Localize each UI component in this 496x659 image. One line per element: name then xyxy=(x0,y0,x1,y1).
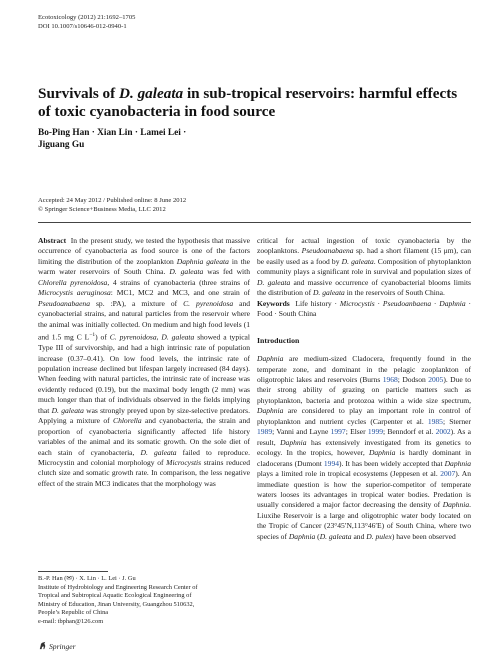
abstract xyxy=(38,236,250,489)
species-name: D. galeata xyxy=(51,405,84,415)
abstract-text: in the warm water reservoirs of South China. xyxy=(38,256,250,277)
copyright-line: © Springer Science+Business Media, LLC 2012 xyxy=(38,205,166,213)
species-name: Microcystis aeruginosa xyxy=(38,288,111,298)
abstract-text: . Composition of phytoplankton community plays a significant role in survival and population sizes of xyxy=(257,256,471,277)
abstract-text: and cyanobacterial strains, and natural particles from the reservoir where the animal was initially collected. On medium and high food levels (1 and 1.5 mg C L xyxy=(38,298,250,342)
abstract-text: , xyxy=(156,332,162,342)
body-text: is hardly dominant in cladocerans (Dumont xyxy=(257,448,471,468)
abstract-text: was fed with xyxy=(203,267,250,277)
accepted-line: Accepted: 24 May 2012 / Published online: 8 June 2012 xyxy=(38,197,187,204)
body-text: . Liuxihe Reservoir is a large and oligotrophic water body located on the Tropic of Cancer (23°45′N,113°46′E) of South China, where two species of xyxy=(257,500,471,541)
species-name: C. pyrenoidosa xyxy=(109,332,157,342)
keyword: Microcystis xyxy=(339,298,375,308)
species-name: Daphnia xyxy=(368,448,396,458)
keyword: Pseudoanbaena xyxy=(382,298,432,308)
abstract-text: failed to reproduce. Microcystin and colonial morphology of xyxy=(38,447,250,468)
title-part2: in sub-tropical reservoirs: harmful effects of toxic cyanobacteria in food source xyxy=(38,85,458,120)
citation-link[interactable]: 1994 xyxy=(323,458,339,468)
species-name: D. galeata xyxy=(341,256,374,266)
species-name: Microcystis xyxy=(166,458,202,468)
introduction-paragraph xyxy=(257,354,471,542)
springer-horse-icon xyxy=(38,641,47,650)
species-name: C. pyrenoidosa xyxy=(183,298,234,308)
keywords-label: Keywords xyxy=(257,298,290,308)
title-species: D. galeata xyxy=(119,85,184,102)
species-name: Chlorella pyrenoidosa xyxy=(38,277,108,287)
body-text: ; Vanni and Layne xyxy=(272,427,331,437)
author-list xyxy=(38,127,288,151)
keyword-separator: · xyxy=(431,298,440,308)
species-name: D. galeata xyxy=(312,288,345,298)
journal-citation: Ecotoxicology (2012) 21:1692–1705 xyxy=(38,14,136,21)
abstract-text: showed a typical Type III of survivorship, and had a high intrinsic rate of population increase (0.37–0.41). On low food levels, the intrinsic rate of population increase declined but lifespan largely increased (84 days). When feeding with natural particles, the intrinsic rate of increase was evidently reduced (0.19), but the maximal body length (2 mm) was much longer than that of individuals observed in the fields implying that xyxy=(38,332,250,415)
citation-link[interactable]: 2005 xyxy=(428,374,444,384)
keyword: · Food · South China xyxy=(257,298,471,319)
abstract-text: strains reduced clutch size and somatic growth rate. In comparison, the less negative effect of the strain MC3 indicates that the morphology was xyxy=(38,458,250,488)
abstract-text: , 4 strains of cyanobacteria (three strains of xyxy=(107,277,250,287)
affiliation-email[interactable]: e-mail: tbphan@126.com xyxy=(38,617,104,625)
publication-history xyxy=(38,197,186,214)
keyword: Daphnia xyxy=(439,298,466,308)
body-text: are medium-sized Cladocera, frequently found in the temperate zone, and dominant in the pelagic zooplankton of oligotrophic lakes and reservoirs (Burns xyxy=(257,354,471,384)
species-name: Daphnia xyxy=(257,354,284,364)
abstract-text: ) of xyxy=(95,332,110,342)
affiliation-country: People’s Republic of China xyxy=(38,609,109,616)
article-title xyxy=(38,85,468,120)
species-name: D. galeata xyxy=(319,531,352,541)
species-name: Pseudoanabaena xyxy=(301,246,354,256)
affiliation-institute: Ministry of Education, Jinan University, Guangzhou 510632, xyxy=(38,600,195,608)
species-name: Chlorella xyxy=(113,416,142,426)
citation-link[interactable]: 1999 xyxy=(367,427,383,437)
citation-link[interactable]: 1989 xyxy=(257,427,273,437)
body-text: ) have been observed xyxy=(391,531,456,541)
right-column xyxy=(257,236,471,542)
abstract-text: In the present study, we tested the hypothesis that massive occurrence of cyanobacteria as food source is one of the factors limiting the distribution of the zooplankton xyxy=(38,236,250,266)
species-name: D. pulex xyxy=(366,531,392,541)
species-name: D. galeata xyxy=(140,447,177,457)
body-text: ). Due to their strong ability of grazing on particle matters such as phytoplankton, bacteria and protozoa within a wide size spectrum, xyxy=(257,374,471,405)
body-text: has extensively investigated from its genetics to ecology. In the tropics, however, xyxy=(257,437,471,458)
body-text: ). It has been widely accepted that xyxy=(338,458,445,468)
abstract-text: and massive occurrence of cyanobacterial blooms limits the distribution of xyxy=(257,277,471,298)
abstract-text: sp. had a short filament (15 μm), can be easily used as a food by xyxy=(257,246,471,266)
body-text: ; Elser xyxy=(345,427,368,437)
affiliation-institute: Institute of Hydrobiology and Engineering Research Center of xyxy=(38,583,198,591)
body-text: ; Benndorf et al. xyxy=(383,427,436,437)
body-text: ; Sterner xyxy=(442,416,471,426)
species-name: Daphnia galeata xyxy=(176,256,229,266)
species-name: Daphnia xyxy=(280,437,307,447)
citation-link[interactable]: 2007 xyxy=(440,469,456,479)
affiliation-authors: B.-P. Han (✉) · X. Lin · L. Lei · J. Gu xyxy=(38,575,136,582)
abstract-text: critical for actual ingestion of toxic cyanobacteria by the zooplanktons. xyxy=(257,236,471,256)
species-name: D. galeata xyxy=(257,277,291,287)
abstract-text: and cyanobacteria, the strain and proportion of cyanobacteria significantly affected life history variables of the animal and its somatic growth. On the sole diet of each stain of cyanobacteria, xyxy=(38,416,251,457)
title-part1: Survivals of xyxy=(38,85,120,102)
footnote-divider xyxy=(38,571,108,572)
body-text: ). An immediate question is how the superior-competitor of temperate waters looses its advantages in tropical water bodies. Predation is usually considered a major factor decreasing the density of xyxy=(257,469,472,510)
abstract-text: was strongly preyed upon by size-selective predators. Applying a mixture of xyxy=(38,405,250,426)
body-text: ( xyxy=(315,531,320,541)
abstract-continuation xyxy=(257,236,471,299)
body-text: are considered to play an important role in control of phytoplankton and nutrient cycles (Carpenter et al. xyxy=(257,406,471,426)
authors-line-2: Jiguang Gu xyxy=(38,140,85,150)
body-text: plays a limited role in tropical ecosystems (Jeppesen et al. xyxy=(257,469,441,479)
introduction-heading: Introduction xyxy=(257,335,300,345)
journal-header xyxy=(38,14,135,31)
doi: DOI 10.1007/s10646-012-0940-1 xyxy=(38,22,127,30)
body-text: ). As a result, xyxy=(257,427,471,447)
abstract-text: sp. :PA), a mixture of xyxy=(89,298,184,308)
abstract-text: in the reservoirs of South China. xyxy=(344,288,445,298)
citation-link[interactable]: 2002 xyxy=(435,427,451,437)
publisher-footer xyxy=(38,641,76,651)
keyword: Life history · xyxy=(295,298,340,308)
affiliation-institute: Tropical and Subtropical Aquatic Ecological Engineering of xyxy=(38,592,192,599)
abstract-text: : MC1, MC2 and MC3, and one strain of xyxy=(110,288,250,298)
authors-line-1: Bo-Ping Han · Xian Lin · Lamei Lei · xyxy=(38,128,187,138)
species-name: Daphnia xyxy=(442,500,470,510)
species-name: Daphnia xyxy=(444,458,472,468)
species-name: D. galeata xyxy=(169,267,204,277)
publisher-name: Springer xyxy=(49,642,76,651)
unit-exponent: −1 xyxy=(89,332,96,339)
species-name: Daphnia xyxy=(288,531,316,541)
keyword-separator: · xyxy=(374,298,383,308)
body-text: and xyxy=(351,531,367,541)
header-divider xyxy=(38,222,471,223)
citation-link[interactable]: 1985 xyxy=(427,416,443,426)
abstract-label: Abstract xyxy=(38,236,67,245)
species-name: Daphnia xyxy=(257,406,284,416)
affiliation-footnote xyxy=(38,575,250,626)
citation-link[interactable]: 1997 xyxy=(330,427,346,437)
species-name: Pseudoanabaena xyxy=(38,298,90,308)
body-text: ; Dodson xyxy=(397,374,429,384)
keywords xyxy=(257,299,471,320)
species-name: D. galeata xyxy=(161,332,195,342)
citation-link[interactable]: 1968 xyxy=(382,374,398,384)
